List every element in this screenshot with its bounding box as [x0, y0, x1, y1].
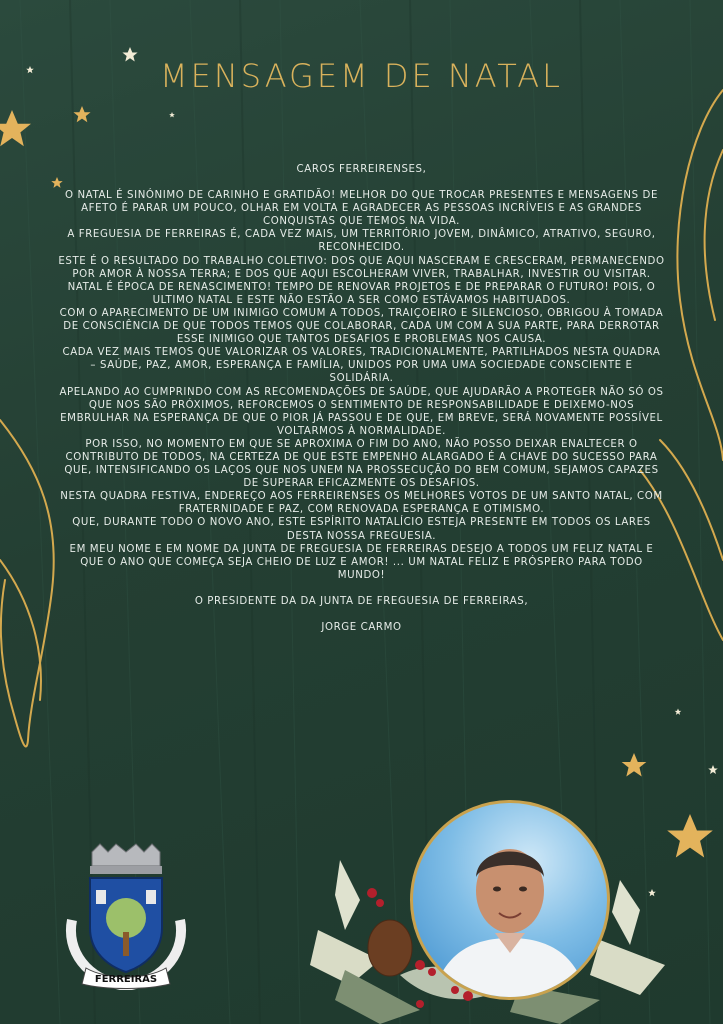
- message-body: [58, 163, 665, 634]
- message-paragraph: POR ISSO, NO MOMENTO EM QUE SE APROXIMA O FIM DO ANO, NÃO POSSO DEIXAR ENALTECER O CONTRIBUTO DE TODOS, NA CERTEZA DE QUE ESTE EMPENHO ALARGADO É A CHAVE DO SUCESSO PARA QUE, INTENSIFICANDO OS LAÇOS QUE NOS UNEM NA PROSSECUÇÃO DO BEM COMUM, SEJAMOS CAPAZES DE SUPERAR EFICAZMENTE OS DESAFIOS.: [64, 438, 659, 490]
- message-paragraph: QUE, DURANTE TODO O NOVO ANO, ESTE ESPÍRITO NATALÍCIO ESTEJA PRESENTE EM TODOS OS LARES DESTA NOSSA FREGUESIA.: [72, 517, 651, 542]
- message-paragraph: ESTE É O RESULTADO DO TRABALHO COLETIVO: DOS QUE AQUI NASCERAM E CRESCERAM, PERMANECENDO POR AMOR À NOSSA TERRA; E DOS QUE AQUI ESCOLHERAM VIVER, TRABALHAR, INVESTIR OU VISITAR.: [58, 255, 665, 280]
- message-paragraph: EM MEU NOME E EM NOME DA JUNTA DE FREGUESIA DE FERREIRAS DESEJO A TODOS UM FELIZ NATAL E QUE O ANO QUE COMEÇA SEJA CHEIO DE LUZ E AMOR! ... UM NATAL FELIZ E PRÓSPERO PARA TODO MUNDO!: [69, 543, 654, 581]
- message-paragraph: NESTA QUADRA FESTIVA, ENDEREÇO AOS FERREIRENSES OS MELHORES VOTOS DE UM SANTO NATAL, COM FRATERNIDADE E PAZ, COM RENOVADA ESPERANÇA E OTIMISMO.: [60, 491, 663, 516]
- message-paragraph: COM O APARECIMENTO DE UM INIMIGO COMUM A TODOS, TRAIÇOEIRO E SILENCIOSO, OBRIGOU À TOMADA DE CONSCIÊNCIA DE QUE TODOS TEMOS QUE COLABORAR, CADA UM COM A SUA PARTE, PARA DERROTAR ESSE INIMIGO QUE TANTOS DESAFIOS E PROBLEMAS NOS CAUSA.: [59, 307, 664, 346]
- greeting: CAROS FERREIRENSES,: [296, 164, 427, 175]
- signature: JORGE CARMO: [321, 622, 402, 633]
- page-title: MENSAGEM DE NATAL: [160, 57, 563, 95]
- message-paragraph: APELANDO AO CUMPRINDO COM AS RECOMENDAÇÕES DE SAÚDE, QUE AJUDARÃO A PROTEGER NÃO SÓ OS QUE NOS SÃO PRÓXIMOS, REFORCEMOS O SENTIMENTO DE RESPONSABILIDADE E DEIXEMO-NOS EMBRULHAR NA ESPERANÇA DE QUE O PIOR JÁ PASSOU E DE QUE, EM BREVE, SERÁ NOVAMENTE POSSÍVEL VOLTARMOS À NORMALIDADE.: [59, 386, 664, 437]
- message-paragraph: CADA VEZ MAIS TEMOS QUE VALORIZAR OS VALORES, TRADICIONALMENTE, PARTILHADOS NESTA QUADRA – SAÚDE, PAZ, AMOR, ESPERANÇA E FAMÍLIA, UNIDOS POR UMA UMA SOCIEDADE CONSCIENTE E SOLIDÁRIA.: [62, 347, 661, 385]
- portrait-photo: [410, 800, 610, 1000]
- message-paragraph: A FREGUESIA DE FERREIRAS É, CADA VEZ MAIS, UM TERRITÓRIO JOVEM, DINÂMICO, ATRATIVO, SEGURO, RECONHECIDO.: [67, 229, 656, 254]
- message-paragraph: O NATAL É SINÓNIMO DE CARINHO E GRATIDÃO! MELHOR DO QUE TROCAR PRESENTES E MENSAGENS DE AFETO É PARAR UM POUCO, OLHAR EM VOLTA E AGRADECER AS PESSOAS INCRÍVEIS E AS GRANDES CONQUISTAS QUE TEMOS NA VIDA.: [64, 190, 658, 228]
- closing-line: O PRESIDENTE DA DA JUNTA DE FREGUESIA DE FERREIRAS,: [194, 595, 529, 607]
- crest-label: FERREIRAS: [94, 974, 158, 985]
- coat-of-arms-icon: [62, 840, 190, 990]
- message-paragraph: NATAL É ÉPOCA DE RENASCIMENTO! TEMPO DE RENOVAR PROJETOS E DE PREPARAR O FUTURO! POIS, O ULTIMO NATAL E ESTE NÃO ESTÃO A SER COMO ESTÁVAMOS HABITUADOS.: [67, 281, 656, 306]
